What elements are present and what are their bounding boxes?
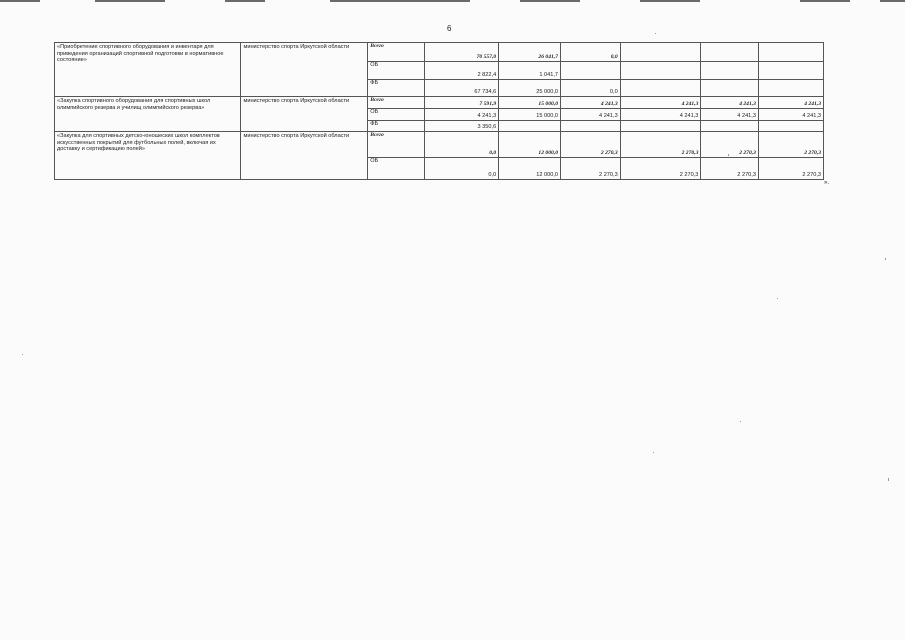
value-cell: [758, 80, 823, 97]
value-cell: 12 000,0: [499, 158, 561, 180]
value-cell: 4 241,3: [561, 109, 621, 121]
value-cell: 0,0: [424, 158, 498, 180]
value-cell: 4 241,3: [424, 109, 498, 121]
value-cell: [758, 43, 823, 62]
table-row: [55, 43, 824, 62]
value-cell: [620, 43, 701, 62]
scan-speck: [888, 478, 889, 481]
scan-speck: [22, 354, 23, 355]
value-cell: [499, 121, 561, 132]
value-cell: 4 241,3: [561, 97, 621, 109]
value-cell: 1 041,7: [499, 62, 561, 80]
budget-table: [54, 42, 824, 180]
program-executor: министерство спорта Иркутской области: [241, 43, 368, 97]
value-cell: 2 270,3: [701, 132, 759, 158]
value-cell: 4 241,3: [620, 109, 701, 121]
value-cell: [561, 62, 621, 80]
closing-quote: ».: [824, 180, 830, 186]
value-cell: 4 241,3: [701, 97, 759, 109]
value-cell: [701, 80, 759, 97]
value-cell: 2 270,3: [561, 132, 621, 158]
program-executor: министерство спорта Иркутской области: [241, 132, 368, 180]
funding-source: ОБ: [368, 62, 425, 80]
scan-speck: [653, 452, 654, 453]
value-cell: 0,0: [424, 132, 498, 158]
program-executor: министерство спорта Иркутской области: [241, 97, 368, 132]
value-cell: 67 734,6: [424, 80, 498, 97]
value-cell: 15 000,0: [499, 97, 561, 109]
value-cell: 2 270,3: [701, 158, 759, 180]
value-cell: 70 557,0: [424, 43, 498, 62]
page-number: 6: [447, 24, 452, 33]
scan-speck: [740, 421, 741, 422]
value-cell: [701, 43, 759, 62]
value-cell: 0,0: [561, 43, 621, 62]
value-cell: 25 000,0: [499, 80, 561, 97]
value-cell: [701, 62, 759, 80]
value-cell: 15 000,0: [499, 109, 561, 121]
funding-source: Всего: [368, 97, 425, 109]
value-cell: [620, 121, 701, 132]
value-cell: 2 270,3: [561, 158, 621, 180]
value-cell: 26 041,7: [499, 43, 561, 62]
funding-source: ОБ: [368, 109, 425, 121]
value-cell: 2 822,4: [424, 62, 498, 80]
scan-top-edge: [0, 0, 905, 3]
program-name: «Приобретение спортивного оборудования и инвентаря для приведения организаций спортивной подготовки в нормативное состояние»: [55, 43, 241, 97]
value-cell: [620, 80, 701, 97]
value-cell: [620, 62, 701, 80]
scan-speck: [777, 298, 778, 299]
funding-source: ФБ: [368, 80, 425, 97]
table-row: [55, 97, 824, 109]
value-cell: [758, 121, 823, 132]
funding-source: ФБ: [368, 121, 425, 132]
value-cell: [561, 121, 621, 132]
scan-speck: [655, 33, 656, 34]
funding-source: ОБ: [368, 158, 425, 180]
value-cell: 7 591,9: [424, 97, 498, 109]
funding-source: Всего: [368, 132, 425, 158]
value-cell: 2 270,3: [620, 132, 701, 158]
program-name: «Закупка спортивного оборудования для спортивных школ олимпийского резерва и училищ олимпийского резерва»: [55, 97, 241, 132]
value-cell: [758, 62, 823, 80]
value-cell: 12 000,0: [499, 132, 561, 158]
scan-speck: [885, 258, 886, 260]
value-cell: 2 270,3: [758, 132, 823, 158]
value-cell: 0,0: [561, 80, 621, 97]
value-cell: [701, 121, 759, 132]
funding-source: Всего: [368, 43, 425, 62]
table-row: [55, 132, 824, 158]
value-cell: 4 241,3: [701, 109, 759, 121]
value-cell: 2 270,3: [620, 158, 701, 180]
value-cell: 4 241,3: [758, 97, 823, 109]
value-cell: 2 270,3: [758, 158, 823, 180]
program-name: «Закупка для спортивных детско-юношеских школ комплектов искусственных покрытий для футбольных полей, включая их доставку и сертификацию полей»: [55, 132, 241, 180]
value-cell: 4 241,3: [758, 109, 823, 121]
value-cell: 3 350,6: [424, 121, 498, 132]
scan-speck: [728, 154, 729, 156]
value-cell: 4 241,3: [620, 97, 701, 109]
